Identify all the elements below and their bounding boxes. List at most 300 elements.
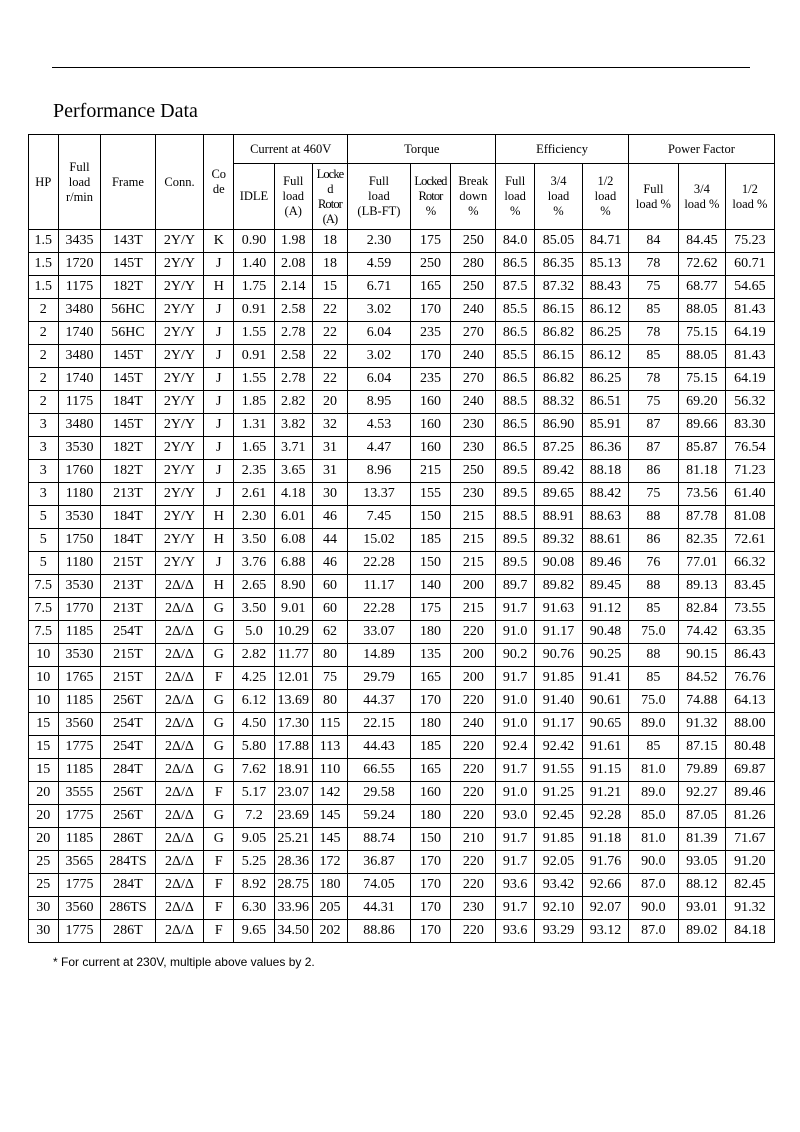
table-cell: 91.25 xyxy=(535,782,583,805)
table-cell: 3.02 xyxy=(348,299,410,322)
table-cell: 71.67 xyxy=(725,828,774,851)
table-cell: J xyxy=(204,391,234,414)
table-cell: 6.12 xyxy=(234,690,275,713)
table-cell: 220 xyxy=(451,782,496,805)
table-cell: 280 xyxy=(451,253,496,276)
table-cell: 0.90 xyxy=(234,230,275,253)
table-cell: 256T xyxy=(101,690,155,713)
col-eff-full-load xyxy=(496,164,535,230)
table-cell: 84.71 xyxy=(582,230,628,253)
table-cell: 1180 xyxy=(58,552,101,575)
table-cell: 2Δ/Δ xyxy=(155,575,204,598)
header-line: load % xyxy=(635,196,671,211)
table-cell: 230 xyxy=(451,437,496,460)
table-cell: 84 xyxy=(628,230,678,253)
table-cell: 2Δ/Δ xyxy=(155,690,204,713)
table-cell: 91.20 xyxy=(725,851,774,874)
table-cell: 90.08 xyxy=(535,552,583,575)
table-cell: 66.32 xyxy=(725,552,774,575)
table-cell: 8.92 xyxy=(234,874,275,897)
table-cell: 150 xyxy=(410,506,451,529)
table-cell: 2Δ/Δ xyxy=(155,851,204,874)
table-cell: 145T xyxy=(101,414,155,437)
table-cell: 61.40 xyxy=(725,483,774,506)
table-cell: 3.65 xyxy=(274,460,312,483)
table-row xyxy=(29,736,775,759)
table-cell: 87 xyxy=(628,437,678,460)
table-cell: 89.46 xyxy=(582,552,628,575)
table-cell: 18 xyxy=(312,253,348,276)
header-line: Locked xyxy=(414,174,447,188)
performance-table xyxy=(28,134,775,943)
table-cell: G xyxy=(204,644,234,667)
table-cell: 91.7 xyxy=(496,897,535,920)
col-pf-1-2-load xyxy=(725,164,774,230)
header-line: d xyxy=(327,181,333,196)
header-line: % xyxy=(600,204,611,218)
table-cell: 2Y/Y xyxy=(155,529,204,552)
header-line: % xyxy=(553,204,564,218)
table-cell: G xyxy=(204,805,234,828)
table-cell: 75 xyxy=(628,276,678,299)
table-cell: 22.15 xyxy=(348,713,410,736)
table-cell: 180 xyxy=(410,621,451,644)
table-cell: 89.42 xyxy=(535,460,583,483)
table-cell: 91.7 xyxy=(496,598,535,621)
table-cell: 85.87 xyxy=(678,437,725,460)
table-cell: 89.13 xyxy=(678,575,725,598)
table-row xyxy=(29,920,775,943)
table-cell: 92.4 xyxy=(496,736,535,759)
table-cell: 80 xyxy=(312,690,348,713)
table-row xyxy=(29,874,775,897)
table-cell: 75 xyxy=(312,667,348,690)
col-idle: IDLE xyxy=(234,164,275,230)
group-efficiency: Efficiency xyxy=(496,135,629,164)
table-cell: 2Y/Y xyxy=(155,483,204,506)
table-cell: 84.52 xyxy=(678,667,725,690)
table-cell: 87.05 xyxy=(678,805,725,828)
table-cell: 7.5 xyxy=(29,598,59,621)
table-cell: 64.13 xyxy=(725,690,774,713)
table-cell: 88.63 xyxy=(582,506,628,529)
header-line: load xyxy=(547,189,570,203)
table-cell: 91.32 xyxy=(678,713,725,736)
table-cell: 1185 xyxy=(58,621,101,644)
table-cell: 6.71 xyxy=(348,276,410,299)
table-cell: 88.86 xyxy=(348,920,410,943)
table-cell: 2Δ/Δ xyxy=(155,598,204,621)
table-cell: 1775 xyxy=(58,874,101,897)
table-cell: 81.43 xyxy=(725,345,774,368)
table-cell: 170 xyxy=(410,299,451,322)
table-cell: G xyxy=(204,621,234,644)
table-cell: 202 xyxy=(312,920,348,943)
table-cell: 22 xyxy=(312,299,348,322)
table-cell: 115 xyxy=(312,713,348,736)
table-cell: 1740 xyxy=(58,368,101,391)
table-cell: 20 xyxy=(312,391,348,414)
table-cell: 75 xyxy=(628,391,678,414)
table-cell: 18.91 xyxy=(274,759,312,782)
table-cell: 91.18 xyxy=(582,828,628,851)
table-cell: 84.0 xyxy=(496,230,535,253)
table-cell: J xyxy=(204,253,234,276)
table-cell: 90.25 xyxy=(582,644,628,667)
table-cell: 76.76 xyxy=(725,667,774,690)
table-cell: 7.2 xyxy=(234,805,275,828)
col-eff-3-4-load xyxy=(535,164,583,230)
table-cell: 15.02 xyxy=(348,529,410,552)
table-cell: 87.15 xyxy=(678,736,725,759)
table-cell: 9.01 xyxy=(274,598,312,621)
table-cell: 88.05 xyxy=(678,299,725,322)
header-line: 1/2 xyxy=(597,174,614,188)
table-cell: 1720 xyxy=(58,253,101,276)
table-cell: 160 xyxy=(410,437,451,460)
table-cell: 200 xyxy=(451,575,496,598)
col-eff-1-2-load xyxy=(582,164,628,230)
table-cell: 93.05 xyxy=(678,851,725,874)
table-cell: 3560 xyxy=(58,713,101,736)
table-cell: 86.35 xyxy=(535,253,583,276)
page-title: Performance Data xyxy=(53,100,198,122)
table-cell: 88.5 xyxy=(496,391,535,414)
col-current-locked-rotor xyxy=(312,164,348,230)
table-cell: 91.0 xyxy=(496,621,535,644)
header-line: % xyxy=(468,204,479,218)
table-cell: 88.5 xyxy=(496,506,535,529)
table-cell: 1185 xyxy=(58,759,101,782)
table-cell: 7.5 xyxy=(29,621,59,644)
table-row xyxy=(29,414,775,437)
table-cell: 184T xyxy=(101,529,155,552)
table-cell: K xyxy=(204,230,234,253)
table-body xyxy=(29,230,775,943)
table-cell: 86.90 xyxy=(535,414,583,437)
table-cell: 145T xyxy=(101,253,155,276)
table-cell: 89.82 xyxy=(535,575,583,598)
table-cell: 78 xyxy=(628,368,678,391)
table-cell: 2.58 xyxy=(274,299,312,322)
table-cell: 22 xyxy=(312,322,348,345)
table-cell: J xyxy=(204,299,234,322)
table-cell: 88.32 xyxy=(535,391,583,414)
table-cell: 91.61 xyxy=(582,736,628,759)
header-line: Full xyxy=(69,159,90,174)
table-cell: 184T xyxy=(101,506,155,529)
table-cell: 185 xyxy=(410,736,451,759)
table-cell: 60.71 xyxy=(725,253,774,276)
table-cell: 85 xyxy=(628,736,678,759)
table-row xyxy=(29,299,775,322)
table-row xyxy=(29,230,775,253)
table-cell: 89.0 xyxy=(628,713,678,736)
table-cell: 56HC xyxy=(101,299,155,322)
header-line: Full xyxy=(505,174,526,188)
table-cell: 3.50 xyxy=(234,598,275,621)
table-cell: 230 xyxy=(451,897,496,920)
table-cell: 145T xyxy=(101,368,155,391)
table-cell: 2Δ/Δ xyxy=(155,736,204,759)
table-cell: 93.6 xyxy=(496,874,535,897)
table-cell: 3.71 xyxy=(274,437,312,460)
table-cell: 215 xyxy=(451,552,496,575)
table-cell: 89.5 xyxy=(496,460,535,483)
table-cell: 160 xyxy=(410,414,451,437)
table-cell: 81.08 xyxy=(725,506,774,529)
table-row xyxy=(29,644,775,667)
table-cell: 1740 xyxy=(58,322,101,345)
table-cell: 2Δ/Δ xyxy=(155,920,204,943)
table-cell: 88 xyxy=(628,506,678,529)
table-cell: 91.7 xyxy=(496,667,535,690)
table-cell: 215 xyxy=(451,598,496,621)
table-cell: 220 xyxy=(451,690,496,713)
table-cell: 91.17 xyxy=(535,621,583,644)
table-cell: 213T xyxy=(101,598,155,621)
table-cell: 86 xyxy=(628,460,678,483)
table-cell: G xyxy=(204,736,234,759)
table-cell: 145 xyxy=(312,828,348,851)
table-cell: 254T xyxy=(101,736,155,759)
table-cell: 185 xyxy=(410,529,451,552)
table-cell: 220 xyxy=(451,805,496,828)
table-cell: 3.50 xyxy=(234,529,275,552)
table-row xyxy=(29,552,775,575)
table-cell: 62 xyxy=(312,621,348,644)
table-cell: 3560 xyxy=(58,897,101,920)
table-cell: 69.20 xyxy=(678,391,725,414)
table-cell: F xyxy=(204,851,234,874)
table-row xyxy=(29,506,775,529)
table-row xyxy=(29,621,775,644)
table-cell: 284T xyxy=(101,874,155,897)
table-cell: 93.0 xyxy=(496,805,535,828)
table-cell: 6.01 xyxy=(274,506,312,529)
table-cell: H xyxy=(204,529,234,552)
table-cell: 23.69 xyxy=(274,805,312,828)
table-cell: 240 xyxy=(451,713,496,736)
group-current: Current at 460V xyxy=(234,135,348,164)
table-cell: J xyxy=(204,552,234,575)
table-cell: 3480 xyxy=(58,345,101,368)
table-cell: 32 xyxy=(312,414,348,437)
table-cell: 142 xyxy=(312,782,348,805)
table-cell: 92.05 xyxy=(535,851,583,874)
table-cell: 165 xyxy=(410,276,451,299)
header-line: Break xyxy=(458,174,489,188)
table-cell: 286T xyxy=(101,920,155,943)
table-cell: 4.47 xyxy=(348,437,410,460)
table-cell: 200 xyxy=(451,644,496,667)
table-cell: 66.55 xyxy=(348,759,410,782)
table-cell: 80.48 xyxy=(725,736,774,759)
table-cell: 2Δ/Δ xyxy=(155,644,204,667)
table-cell: 3565 xyxy=(58,851,101,874)
table-cell: 81.26 xyxy=(725,805,774,828)
table-cell: 88.18 xyxy=(582,460,628,483)
table-cell: 1775 xyxy=(58,736,101,759)
table-cell: 286T xyxy=(101,828,155,851)
table-cell: 15 xyxy=(29,713,59,736)
table-cell: 213T xyxy=(101,483,155,506)
table-cell: 2Δ/Δ xyxy=(155,621,204,644)
col-code xyxy=(204,135,234,230)
table-cell: 250 xyxy=(451,460,496,483)
table-cell: 4.25 xyxy=(234,667,275,690)
table-cell: 2Y/Y xyxy=(155,322,204,345)
table-cell: 155 xyxy=(410,483,451,506)
table-cell: 92.66 xyxy=(582,874,628,897)
table-cell: 86.15 xyxy=(535,345,583,368)
table-cell: 6.04 xyxy=(348,322,410,345)
table-cell: 23.07 xyxy=(274,782,312,805)
table-cell: 89.5 xyxy=(496,529,535,552)
table-cell: 87.0 xyxy=(628,874,678,897)
table-cell: 91.40 xyxy=(535,690,583,713)
table-cell: 90.61 xyxy=(582,690,628,713)
table-cell: J xyxy=(204,368,234,391)
table-cell: 8.96 xyxy=(348,460,410,483)
table-cell: 29.79 xyxy=(348,667,410,690)
table-cell: 5 xyxy=(29,552,59,575)
table-row xyxy=(29,345,775,368)
table-cell: 22 xyxy=(312,368,348,391)
table-cell: 84.45 xyxy=(678,230,725,253)
table-cell: 2Y/Y xyxy=(155,414,204,437)
table-cell: 1185 xyxy=(58,690,101,713)
table-cell: 213T xyxy=(101,575,155,598)
table-cell: 71.23 xyxy=(725,460,774,483)
table-cell: 140 xyxy=(410,575,451,598)
table-cell: 85 xyxy=(628,299,678,322)
table-cell: 3530 xyxy=(58,575,101,598)
table-cell: 235 xyxy=(410,368,451,391)
table-cell: 74.42 xyxy=(678,621,725,644)
table-cell: 1.55 xyxy=(234,322,275,345)
table-cell: 30 xyxy=(29,897,59,920)
table-cell: 2.30 xyxy=(234,506,275,529)
table-cell: 88.61 xyxy=(582,529,628,552)
col-hp: HP xyxy=(29,135,59,230)
header-line: 1/2 xyxy=(741,181,758,196)
table-cell: 30 xyxy=(29,920,59,943)
table-cell: 113 xyxy=(312,736,348,759)
table-cell: F xyxy=(204,920,234,943)
table-cell: 91.32 xyxy=(725,897,774,920)
table-cell: 145 xyxy=(312,805,348,828)
table-cell: 2Y/Y xyxy=(155,552,204,575)
table-cell: 92.27 xyxy=(678,782,725,805)
table-cell: 69.87 xyxy=(725,759,774,782)
table-cell: 250 xyxy=(410,253,451,276)
table-cell: 88.43 xyxy=(582,276,628,299)
table-cell: 170 xyxy=(410,920,451,943)
table-cell: 85.13 xyxy=(582,253,628,276)
table-cell: 2Y/Y xyxy=(155,506,204,529)
table-cell: 87.78 xyxy=(678,506,725,529)
table-cell: 20 xyxy=(29,782,59,805)
table-cell: 2Y/Y xyxy=(155,253,204,276)
table-cell: 33.07 xyxy=(348,621,410,644)
table-cell: G xyxy=(204,713,234,736)
table-cell: 2.61 xyxy=(234,483,275,506)
table-cell: J xyxy=(204,414,234,437)
table-cell: 1.5 xyxy=(29,253,59,276)
table-cell: 34.50 xyxy=(274,920,312,943)
table-cell: 90.2 xyxy=(496,644,535,667)
table-row xyxy=(29,276,775,299)
table-cell: 17.30 xyxy=(274,713,312,736)
table-cell: 2Δ/Δ xyxy=(155,667,204,690)
table-cell: 15 xyxy=(29,759,59,782)
header-line: down xyxy=(459,189,488,203)
table-cell: 15 xyxy=(29,736,59,759)
table-cell: 78 xyxy=(628,322,678,345)
table-cell: 25.21 xyxy=(274,828,312,851)
table-cell: 86.43 xyxy=(725,644,774,667)
table-cell: G xyxy=(204,690,234,713)
table-cell: 88 xyxy=(628,644,678,667)
table-cell: 8.95 xyxy=(348,391,410,414)
table-cell: 79.89 xyxy=(678,759,725,782)
col-full-load-rpm xyxy=(58,135,101,230)
table-cell: 215 xyxy=(451,529,496,552)
table-cell: 86.51 xyxy=(582,391,628,414)
table-cell: 29.58 xyxy=(348,782,410,805)
table-cell: 1175 xyxy=(58,276,101,299)
table-cell: 64.19 xyxy=(725,322,774,345)
table-cell: 81.0 xyxy=(628,759,678,782)
table-cell: 12.01 xyxy=(274,667,312,690)
header-line: Locke xyxy=(316,166,344,181)
table-cell: 30 xyxy=(312,483,348,506)
table-cell: 2.30 xyxy=(348,230,410,253)
table-cell: 83.30 xyxy=(725,414,774,437)
table-cell: 180 xyxy=(410,713,451,736)
table-cell: 91.85 xyxy=(535,667,583,690)
table-cell: 254T xyxy=(101,621,155,644)
table-cell: 2 xyxy=(29,322,59,345)
table-cell: 90.0 xyxy=(628,897,678,920)
table-cell: 256T xyxy=(101,805,155,828)
table-cell: 86 xyxy=(628,529,678,552)
table-cell: 86.25 xyxy=(582,368,628,391)
table-row xyxy=(29,897,775,920)
table-cell: 220 xyxy=(451,920,496,943)
table-cell: 2Δ/Δ xyxy=(155,805,204,828)
table-cell: 215 xyxy=(451,506,496,529)
table-cell: 28.36 xyxy=(274,851,312,874)
table-cell: 3480 xyxy=(58,414,101,437)
table-row xyxy=(29,598,775,621)
table-cell: 56HC xyxy=(101,322,155,345)
table-cell: 60 xyxy=(312,598,348,621)
table-cell: 143T xyxy=(101,230,155,253)
table-cell: 85.91 xyxy=(582,414,628,437)
table-cell: 91.7 xyxy=(496,759,535,782)
table-cell: 89.5 xyxy=(496,552,535,575)
top-rule xyxy=(52,67,750,68)
table-cell: 1750 xyxy=(58,529,101,552)
header-line: % xyxy=(509,204,521,218)
table-cell: 75.0 xyxy=(628,621,678,644)
table-cell: 91.0 xyxy=(496,782,535,805)
table-cell: 182T xyxy=(101,460,155,483)
table-cell: 86.5 xyxy=(496,253,535,276)
table-cell: 93.01 xyxy=(678,897,725,920)
